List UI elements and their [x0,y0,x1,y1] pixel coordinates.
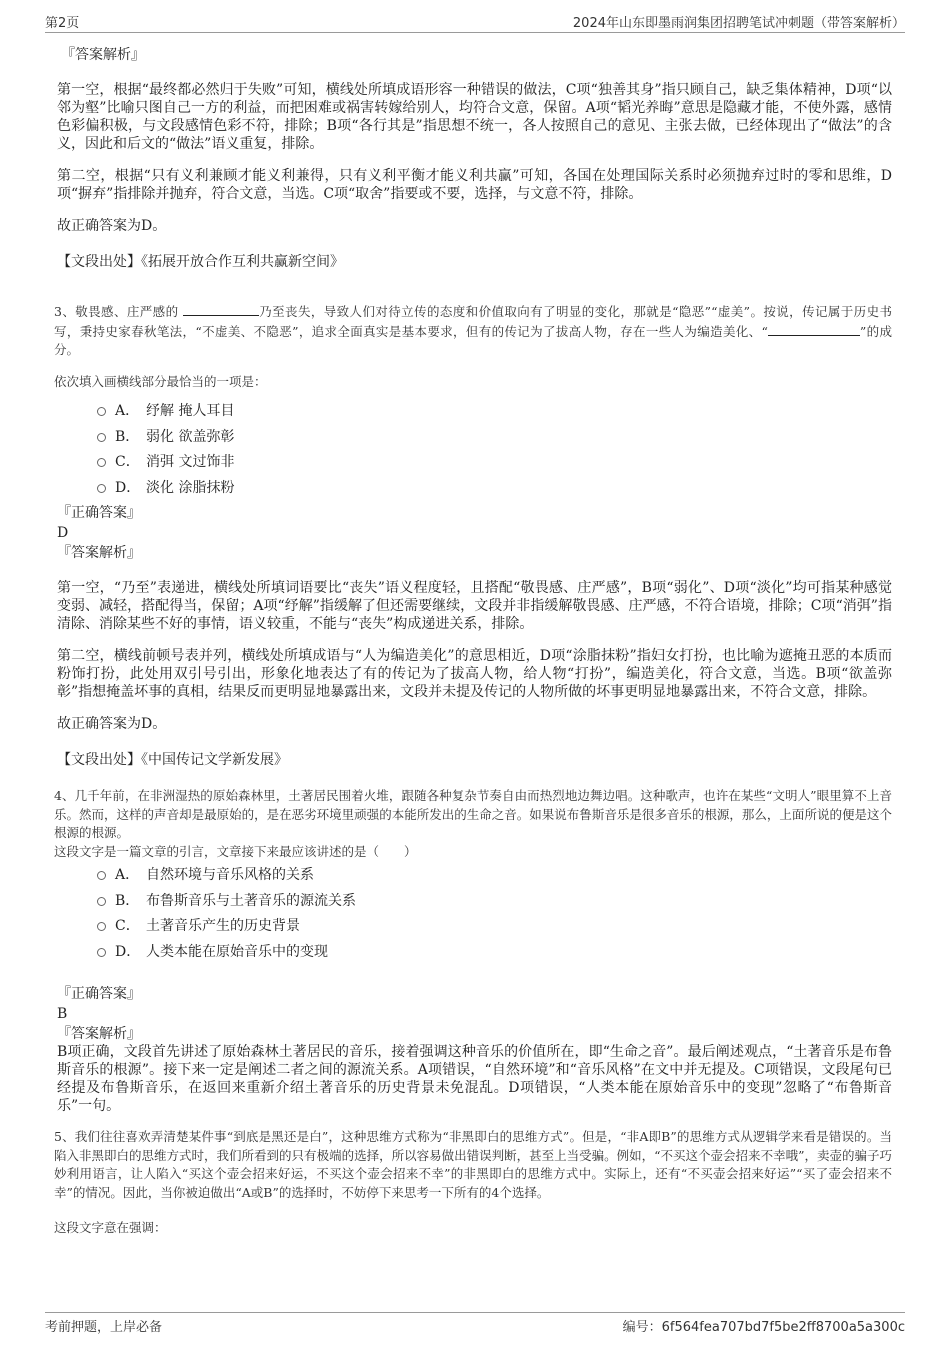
footer-slogan: 考前押题，上岸必备 [45,1320,163,1335]
q3-option-c[interactable]: C． 消弭 文过饰非 [97,450,892,476]
q2-source: 【文段出处】《拓展开放合作互利共赢新空间》 [57,254,344,270]
radio-icon[interactable] [97,433,106,442]
q5-stem: 5、我们往往喜欢弄清楚某件事“到底是黑还是白”，这种思维方式称为“非黑即白的思维方式”。但是，“非A即B”的思维方式从逻辑学来看是错误的。当陷入非黑即白的思维方式时，我们所看到的只有极端的选择，所以容易做出错误判断，甚至上当受骗。例如，“不买这个壶会招来不幸哦”，卖壶的骗子巧妙利用语言，让人陷入“买这个壶会招来好运，不买这个壶会招来不幸”的非黑即白的思维方式中。实际上，还有“不买壶会招来好运”“买了壶会招来不幸”的情况。因此，当你被迫做出“A或B”的选择时，不妨停下来思考一下所有的4个选择。 [54,1129,892,1200]
q3-answer-heading: 『正确答案』 [57,505,141,521]
q4-analysis: B项正确，文段首先讲述了原始森林土著居民的音乐，接着强调这种音乐的价值所在，即“生命之音”。最后阐述观点，“土著音乐是布鲁斯音乐的根源”。接下来一定是阐述二者之间的源流关系。A项错误，“自然环境”和“音乐风格”在文中并无提及。C项错误，文段尾句已经提及布鲁斯音乐，在返回来重新介绍土著音乐的历史背景未免混乱。D项错误，“人类本能在原始音乐中的变现”忽略了“布鲁斯音乐”一句。 [57,1044,892,1114]
q4-option-d[interactable]: D． 人类本能在原始音乐中的变现 [97,940,892,966]
q3-stem-part3: ”的成分。 [54,323,893,357]
radio-icon[interactable] [97,922,106,931]
q3-option-b[interactable]: B． 弱化 欲盖弥彰 [97,425,892,451]
page-content [54,46,893,1238]
page-number: 第2页 [45,16,80,31]
page-header [45,10,905,33]
q4-option-b[interactable]: B． 布鲁斯音乐与土著音乐的源流关系 [97,889,892,915]
q2-analysis-para1: 第一空，根据“最终都必然归于失败”可知，横线处所填成语形容一种错误的做法，C项“独善其身”指只顾自己，缺乏集体精神，D项“以邻为壑”比喻只图自己一方的利益，而把困难或祸害转嫁给别人，均符合文意，保留。A项“韬光养晦”意思是隐藏才能，不使外露，感情色彩偏积极，与文段感情色彩不符，排除；B项“各行其是”指思想不统一，各人按照自己的意见、主张去做，已经体现出了“做法”的含义，因此和后文的“做法”语义重复，排除。 [57,82,892,152]
radio-icon[interactable] [97,948,106,957]
q3-prompt: 依次填入画横线部分最恰当的一项是： [54,373,267,389]
q2-analysis-para2: 第二空，根据“只有义利兼顾才能义利兼得，只有义利平衡才能义利共赢”可知，各国在处理国际关系时必须抛弃过时的零和思维，D项“摒弃”指排除并抛弃，符合文意，当选。C项“取舍”指要或不要，选择，与文意不符，排除。 [57,168,892,202]
q4-prompt: 这段文字是一篇文章的引言，文章接下来最应该讲述的是（ ） [54,843,417,859]
radio-icon[interactable] [97,871,106,880]
q3-analysis-para2: 第二空，横线前顿号表并列，横线处所填成语与“人为编造美化”的意思相近，D项“涂脂抹粉”指妇女打扮，也比喻为遮掩丑恶的本质而粉饰打扮，此处用双引号引出，形象化地表达了有的传记为了拔高人物，给人物“打扮”，编造美化，符合文意，当选。B项“欲盖弥彰”指想掩盖坏事的真相，结果反而更明显地暴露出来，文段并未提及传记的人物所做的坏事更明显地暴露出来，不符合文意，排除。 [57,648,892,700]
q4-options [57,863,892,965]
q3-analysis-heading: 『答案解析』 [57,545,141,561]
q3-option-a[interactable]: A． 纾解 掩人耳目 [97,399,892,425]
q4-answer: B [57,1006,68,1022]
q4-option-a[interactable]: A． 自然环境与音乐风格的关系 [97,863,892,889]
q3-option-d[interactable]: D． 淡化 涂脂抹粉 [97,476,892,502]
q3-answer: D [57,525,69,541]
q4-answer-heading: 『正确答案』 [57,986,141,1002]
q3-stem-part1: 3、敬畏感、庄严感的 [54,304,183,319]
q2-conclusion: 故正确答案为D。 [57,218,167,234]
q3-blank-1 [183,302,259,316]
q3-stem [54,302,892,360]
footer-serial: 编号：6f564fea707bd7f5be2ff8700a5a300c [622,1320,905,1335]
q3-options [57,399,892,501]
radio-icon[interactable] [97,897,106,906]
document-title: 2024年山东即墨雨润集团招聘笔试冲刺题（带答案解析） [572,16,905,31]
q5-prompt: 这段文字意在强调： [54,1220,167,1235]
q4-analysis-heading: 『答案解析』 [57,1026,141,1042]
q3-blank-2 [768,322,860,336]
q3-stem-part2: 乃至丧失，导致人们对待立传的态度和价值取向有了明显的变化，那就是“隐恶”“虚美”。按说，传记属于历史书写，秉持史家春秋笔法，“不虚美、不隐恶”，追求全面真实是基本要求，但有的传记为了拔高人物，存在一些人为编造美化、“ [54,304,892,339]
q3-source: 【文段出处】《中国传记文学新发展》 [57,752,288,768]
q4-stem: 4、几千年前，在非洲湿热的原始森林里，土著居民围着火堆，跟随各种复杂节奏自由而热烈地边舞边唱。这种歌声，也许在某些“文明人”眼里算不上音乐。然而，这样的声音却是最原始的，是在恶劣环境里顽强的本能所发出的生命之音。如果说布鲁斯音乐是很多音乐的根源，那么，上面所说的便是这个根源的根源。 [54,788,892,840]
q3-analysis-para1: 第一空，“乃至”表递进，横线处所填词语要比“丧失”语义程度轻，且搭配“敬畏感、庄严感”，B项“弱化”、D项“淡化”均可指某种感觉变弱、减轻，搭配得当，保留；A项“纾解”指缓解了但还需要继续，文段并非指缓解敬畏感、庄严感，不符合语境，排除；C项“消弭”指清除、消除某些不好的事情，语义较重，不能与“丧失”构成递进关系，排除。 [57,580,892,632]
radio-icon[interactable] [97,484,106,493]
page-footer [45,1312,905,1343]
q2-analysis-heading: 『答案解析』 [61,47,145,63]
q4-option-c[interactable]: C． 土著音乐产生的历史背景 [97,914,892,940]
radio-icon[interactable] [97,458,106,467]
radio-icon[interactable] [97,407,106,416]
q3-conclusion: 故正确答案为D。 [57,716,167,732]
